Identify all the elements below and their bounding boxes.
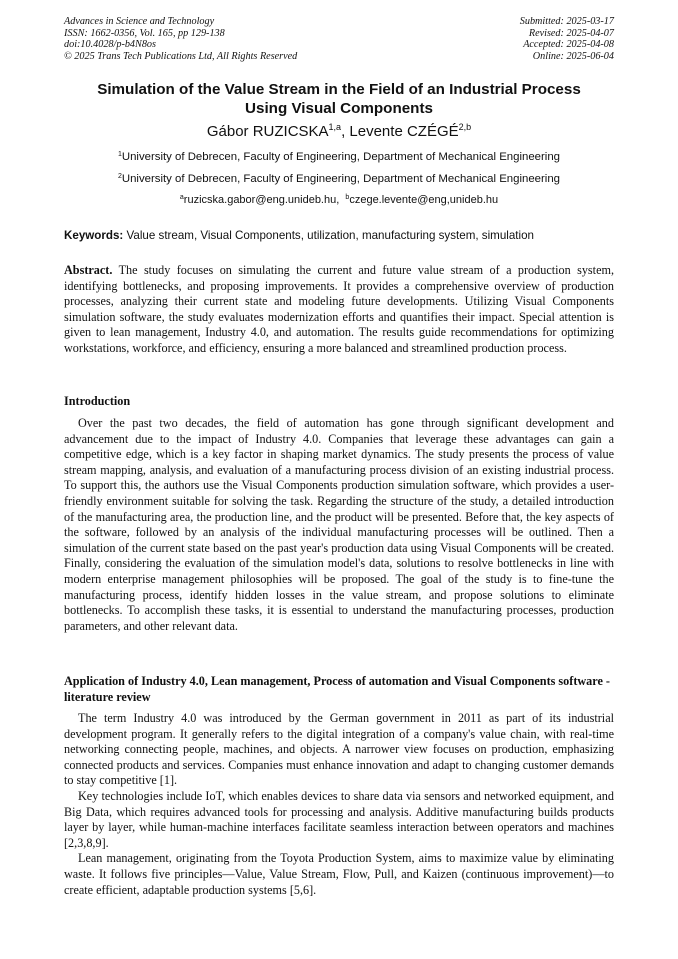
author-1-name: Gábor RUZICSKA bbox=[206, 123, 329, 140]
journal-copyright: © 2025 Trans Tech Publications Ltd, All Rights Reserved bbox=[64, 50, 298, 62]
paragraph: Key technologies include IoT, which enables devices to share data via sensors and networked equipment, and Big Data, which requires advanced tools for processing and analysis. Additive manufacturing builds products layer by layer, while human-machine interfaces facilitate seamless interaction between operators and machines [2,3,8,9]. bbox=[64, 788, 614, 850]
paragraph: The term Industry 4.0 was introduced by the German government in 2011 as part of its industrial development program. It generally refers to the digital integration of a company's value chain, with real-time networking connecting people, machines, and objects. A narrower view focuses on production, emphasizing connected products and services. Companies must enhance innovation and adapt to changing customer demands to stay competitive [1]. bbox=[64, 711, 614, 788]
author-2-marker: 2,b bbox=[458, 122, 472, 132]
journal-doi: doi:10.4028/p-b4N8os bbox=[64, 39, 156, 51]
abstract bbox=[64, 263, 614, 357]
email-b-marker: b bbox=[345, 194, 350, 201]
email-a[interactable]: ruzicska.gabor@eng.unideb.hu, bbox=[183, 194, 340, 206]
affiliation-1-marker: 1 bbox=[117, 151, 122, 158]
journal-name: Advances in Science and Technology bbox=[64, 16, 215, 27]
title-line-2: Using Visual Components bbox=[245, 99, 433, 117]
keywords bbox=[64, 229, 614, 243]
affiliation-2 bbox=[64, 172, 614, 186]
journal-info bbox=[64, 16, 297, 62]
email-a-marker: a bbox=[179, 194, 184, 201]
author-separator: , bbox=[341, 123, 350, 140]
paragraph: Lean management, originating from the Toyota Production System, aims to maximize value by eliminating waste. It follows five principles—Value, Value Stream, Flow, Pull, and Kaizen (continuous improvement)—to create efficient, adaptable production systems [5,6]. bbox=[64, 851, 614, 897]
email-b[interactable]: czege.levente@eng,unideb.hu bbox=[349, 194, 499, 206]
affiliation-1 bbox=[64, 150, 614, 164]
paragraph: Over the past two decades, the field of automation has gone through significant development and advancement due to the impact of Industry 4.0. Companies that leverage these advantages can gain a competitive edge, which is a key factor in shaping market dynamics. The study presents the process of value stream mapping, analysis, and evaluation of a manufacturing process division of an existing industrial process. To support this, the authors use the Visual Components production simulation software, which provides a user-friendly environment suitable for solving the task. Regarding the structure of the study, a detailed introduction of the manufacturing area, the production line, and the product will be presented. Before that, the key aspects of the software, followed by an analysis of the individual manufacturing processes will be outlined. Then a simulation of the current state based on the past year's production data using Visual Components will be created. Finally, considering the evaluation of the simulation model's data, solutions to resolve bottlenecks in line with modern enterprise management philosophies will be proposed. The goal of the study is to fine-tune the manufacturing process, identify hidden losses in the value stream, and propose solutions to eliminate bottlenecks. To accomplish these tasks, it is essential to understand the manufacturing processes, production parameters, and other relevant data. bbox=[64, 416, 614, 633]
author-emails bbox=[64, 193, 614, 207]
journal-issn: ISSN: 1662-0356, Vol. 165, pp 129-138 bbox=[64, 27, 225, 39]
date-online: Online: 2025-06-04 bbox=[532, 50, 614, 62]
date-revised: Revised: 2025-04-07 bbox=[528, 27, 614, 39]
author-list bbox=[64, 123, 614, 141]
keywords-list: Value stream, Visual Components, utilization, manufacturing system, simulation bbox=[126, 229, 534, 242]
author-2-name: Levente CZÉGÉ bbox=[349, 123, 459, 140]
affiliation-1-text: University of Debrecen, Faculty of Engineering, Department of Mechanical Engineering bbox=[121, 151, 561, 163]
affiliation-2-marker: 2 bbox=[117, 173, 122, 180]
date-submitted: Submitted: 2025-03-17 bbox=[519, 16, 614, 27]
introduction-body bbox=[64, 416, 614, 634]
section-heading-literature-review: Application of Industry 4.0, Lean management, Process of automation and Visual Components software - literature review bbox=[64, 674, 610, 704]
abstract-text: The study focuses on simulating the current and future value stream of a production system, identifying bottlenecks, and proposing improvements. It provides a comprehensive overview of production processes, analyzing their current state and modeling future developments. Utilizing Visual Components simulation software, the study evaluates modernization efforts and quantifies their impact. Special attention is given to lean management, Industry 4.0, and automation. The results guide recommendations for optimizing workstations, workforce, and efficiency, ensuring a more balanced and streamlined production process. bbox=[64, 263, 615, 355]
keywords-label: Keywords: bbox=[64, 229, 124, 242]
section-heading-introduction: Introduction bbox=[64, 394, 131, 408]
affiliation-2-text: University of Debrecen, Faculty of Engineering, Department of Mechanical Engineering bbox=[121, 173, 561, 185]
author-1-marker: 1,a bbox=[328, 122, 342, 132]
date-accepted: Accepted: 2025-04-08 bbox=[523, 39, 614, 51]
abstract-label: Abstract. bbox=[64, 263, 113, 277]
publication-dates bbox=[520, 16, 614, 62]
title-line-1: Simulation of the Value Stream in the Field of an Industrial Process bbox=[97, 81, 581, 98]
literature-review-body bbox=[64, 711, 614, 898]
paper-title bbox=[64, 81, 614, 118]
